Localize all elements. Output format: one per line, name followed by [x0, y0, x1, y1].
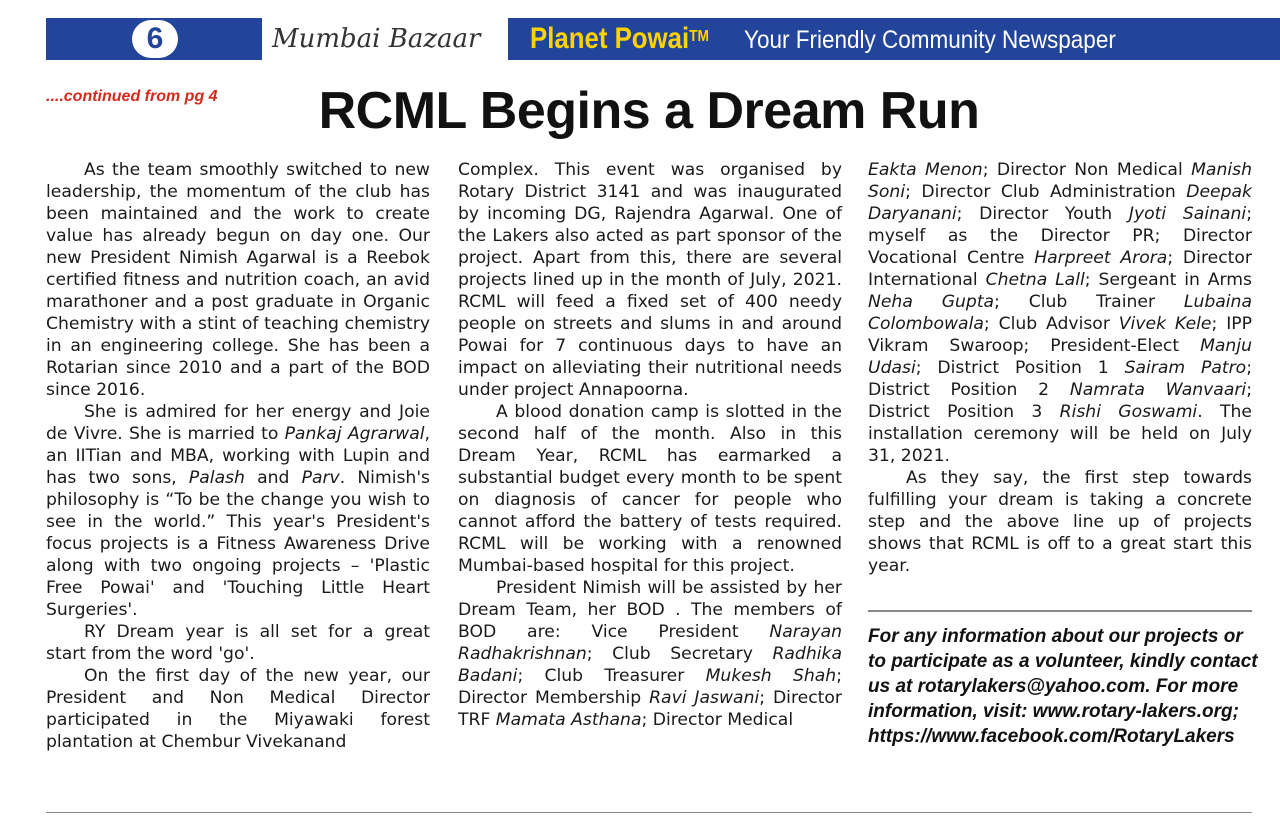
paragraph: Eakta Menon; Director Non Medical Manish Soni; Director Club Administration Deepak Daryanani; Director Youth Jyoti Sainani; myself as the Director PR; Director Vocational Centre Harpreet Arora; Director International Chetna Lall; Sergeant in Arms Neha Gupta; Club Trainer Lubaina Colombowala; Club Advisor Vivek Kele; IPP Vikram Swaroop; President-Elect Manju Udasi; District Position 1 Sairam Patro; District Position 2 Namrata Wanvaari; District Position 3 Rishi Goswami. The installation ceremony will be held on July 31, 2021. — [868, 160, 1253, 466]
article-column-3 — [868, 159, 1252, 577]
section-name: Mumbai Bazaar — [272, 24, 481, 54]
paragraph: A blood donation camp is slotted in the second half of the month. Also in this Dream Year, RCML has earmarked a substantial budget every month to be spent on diagnosis of cancer for people who cannot afford the battery of tests required. RCML will be working with a renowned Mumbai-based hospital for this project. — [458, 402, 842, 576]
trademark-mark: TM — [689, 28, 710, 45]
paragraph: RY Dream year is all set for a great start from the word 'go'. — [46, 622, 430, 664]
divider-line — [868, 610, 1252, 612]
paragraph: As the team smoothly switched to new leadership, the momentum of the club has been maintained and the work to create value has already begun on day one. Our new President Nimish Agarwal is a Reebok certified fitness and nutrition coach, an avid marathoner and a post graduate in Organic Chemistry with a stint of teaching chemistry in an engineering college. She has been a Rotarian since 2010 and a part of the BOD since 2016. — [46, 160, 430, 400]
bottom-rule — [46, 812, 1252, 813]
paragraph: Complex. This event was organised by Rotary District 3141 and was inaugurated by incoming DG, Rajendra Agarwal. One of the Lakers also acted as part sponsor of the project. Apart from this, there are several projects lined up in the month of July, 2021. RCML will feed a fixed set of 400 needy people on streets and slums in and around Powai for 7 continuous days to have an impact on alleviating their nutritional needs under project Annapoorna. — [458, 160, 842, 400]
continued-note: ....continued from pg 4 — [46, 88, 218, 105]
paragraph: As they say, the first step towards fulfilling your dream is taking a concrete step and the above line up of projects shows that RCML is off to a great start this year. — [868, 468, 1252, 576]
masthead-header — [46, 18, 1280, 60]
newspaper-brand — [530, 21, 709, 57]
paragraph: On the first day of the new year, our President and Non Medical Director participated in the Miyawaki forest plantation at Chembur Vivekanand — [46, 666, 430, 752]
contact-info: For any information about our projects or to participate as a volunteer, kindly contact us at rotarylakers@yahoo.com. For more information, visit: www.rotary-lakers.org; https://www.facebook.com/RotaryLakers — [868, 626, 1258, 747]
newspaper-tagline: Your Friendly Community Newspaper — [744, 26, 1116, 54]
article-headline: RCML Begins a Dream Run — [318, 82, 980, 140]
paragraph: She is admired for her energy and Joie de Vivre. She is married to Pankaj Agrarwal, an IITian and MBA, working with Lupin and has two sons, Palash and Parv. Nimish's philosophy is “To be the change you wish to see in the world.” This year's President's focus projects is a Fitness Awareness Drive along with two ongoing projects – 'Plastic Free Powai' and 'Touching Little Heart Surgeries'. — [46, 402, 430, 620]
masthead-left-bar — [46, 18, 262, 60]
masthead-right-bar — [508, 18, 1280, 60]
brand-name: Planet Powai — [530, 22, 690, 55]
page-number: 6 — [132, 20, 178, 58]
article-column-2 — [458, 159, 842, 731]
paragraph: President Nimish will be assisted by her Dream Team, her BOD . The members of BOD are: Vice President Narayan Radhakrishnan; Club Secretary Radhika Badani; Club Treasurer Mukesh Shah; Director Membership Ravi Jaswani; Director TRF Mamata Asthana; Director Medical — [458, 578, 842, 730]
article-column-1 — [46, 159, 430, 753]
